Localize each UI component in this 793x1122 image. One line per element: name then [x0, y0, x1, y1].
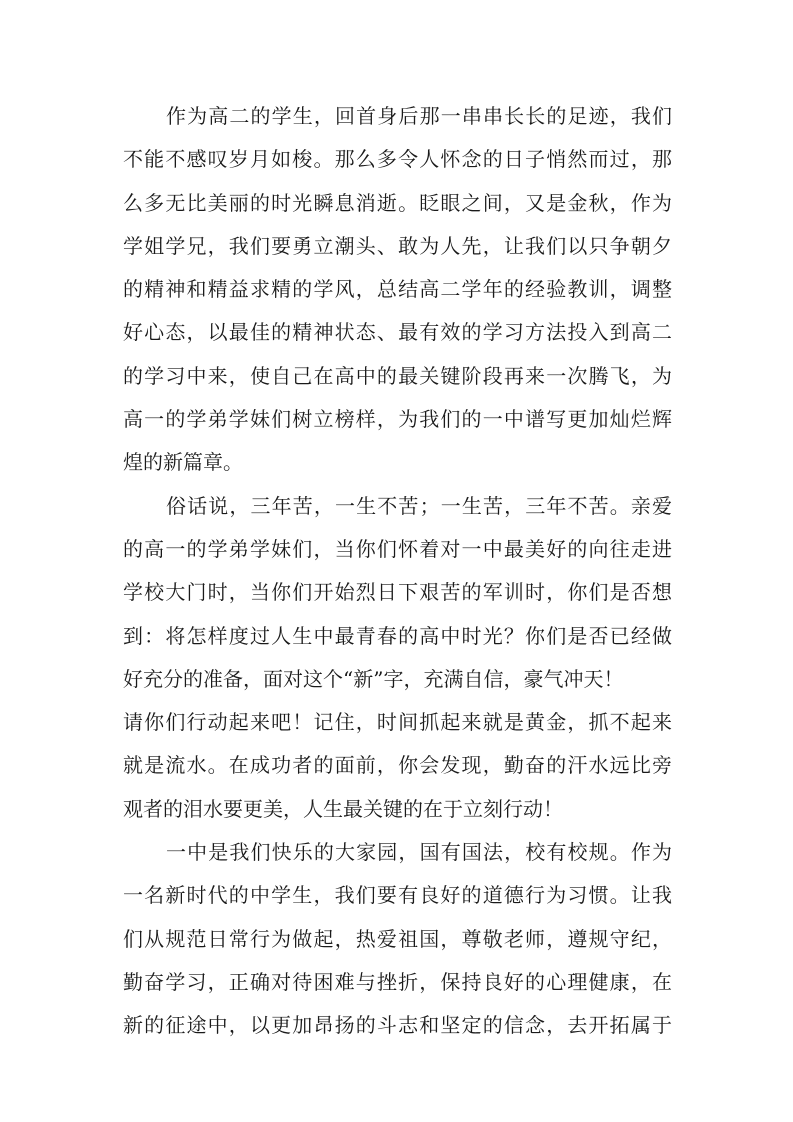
text-line: 请你们行动起来吧！记住，时间抓起来就是黄金，抓不起来 — [123, 710, 672, 735]
text-line: 勤奋学习，正确对待困难与挫折，保持良好的心理健康，在 — [123, 969, 672, 994]
text-line: 新的征途中，以更加昂扬的斗志和坚定的信念，去开拓属于 — [123, 1013, 672, 1038]
text-line: 么多无比美丽的时光瞬息消逝。眨眼之间，又是金秋，作为 — [123, 190, 672, 215]
text-line: 就是流水。在成功者的面前，你会发现，勤奋的汗水远比旁 — [123, 753, 672, 778]
text-line: 好充分的准备，面对这个“新”字，充满自信，豪气冲天！ — [123, 666, 624, 691]
text-line: 的精神和精益求精的学风，总结高二学年的经验教训，调整 — [123, 277, 672, 302]
text-line: 不能不感叹岁月如梭。那么多令人怀念的日子悄然而过，那 — [123, 147, 672, 172]
text-line: 煌的新篇章。 — [123, 450, 243, 475]
text-line: 观者的泪水要更美，人生最关键的在于立刻行动！ — [123, 796, 563, 821]
text-line: 作为高二的学生，回首身后那一串串长长的足迹，我们 — [166, 104, 672, 128]
text-line: 一中是我们快乐的大家园，国有国法，校有校规。作为 — [166, 840, 672, 865]
paragraph-3 — [123, 831, 672, 1047]
document-page — [123, 95, 672, 1048]
text-line: 学姐学兄，我们要勇立潮头、敢为人先，让我们以只争朝夕 — [123, 233, 672, 258]
text-line: 到：将怎样度过人生中最青春的高中时光？你们是否已经做 — [123, 623, 672, 648]
text-line: 们从规范日常行为做起，热爱祖国，尊敬老师，遵规守纪， — [123, 926, 672, 951]
text-line: 高一的学弟学妹们树立榜样，为我们的一中谱写更加灿烂辉 — [123, 407, 672, 432]
paragraph-2 — [123, 485, 672, 831]
text-line: 俗话说，三年苦，一生不苦；一生苦，三年不苦。亲爱 — [166, 493, 672, 518]
text-line: 的学习中来，使自己在高中的最关键阶段再来一次腾飞，为 — [123, 363, 672, 388]
text-line: 一名新时代的中学生，我们要有良好的道德行为习惯。让我 — [123, 883, 672, 908]
text-line: 的高一的学弟学妹们，当你们怀着对一中最美好的向往走进 — [123, 536, 672, 561]
text-line: 好心态，以最佳的精神状态、最有效的学习方法投入到高二 — [123, 320, 672, 345]
paragraph-1 — [123, 95, 672, 485]
text-line: 学校大门时，当你们开始烈日下艰苦的军训时，你们是否想 — [123, 580, 672, 605]
